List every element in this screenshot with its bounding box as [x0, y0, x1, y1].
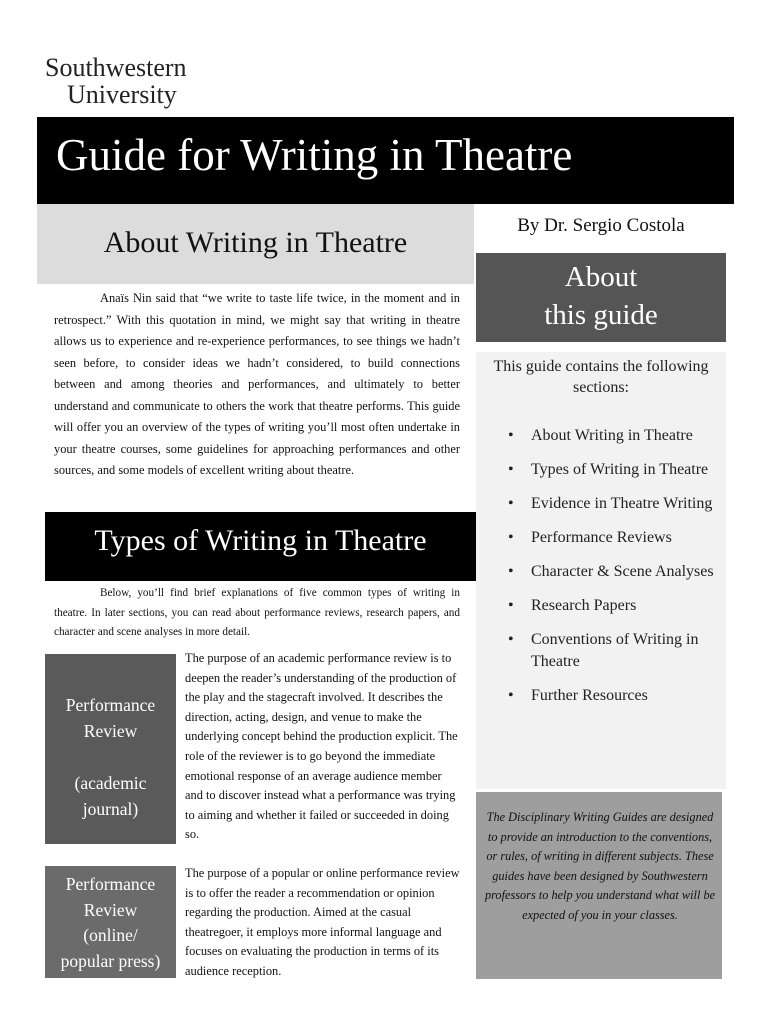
section-item: • Further Resources: [508, 685, 720, 707]
university-logo: [45, 54, 187, 108]
academic-review-label: [45, 692, 176, 822]
label-line: Review: [83, 899, 138, 920]
label-line: (academic: [74, 773, 147, 793]
about-guide-heading-line-2: this guide: [544, 299, 658, 331]
about-guide-heading: [476, 258, 726, 334]
about-writing-heading: About Writing in Theatre: [103, 226, 408, 259]
popular-review-description: The purpose of a popular or online performance review is to offer the reader a recommendation or opinion regarding the production. Aimed at the casual theatregoer, it employs more informal language and focuses on evaluating the production in terms of its audience reception.: [185, 866, 460, 978]
section-item: • Performance Reviews: [508, 527, 720, 549]
types-intro-paragraph: Below, you’ll find brief explanations of five common types of writing in theatre. In later sections, you can read about performance reviews, research papers, and character and scene analyses in more detail.: [54, 587, 460, 638]
section-item: • Types of Writing in Theatre: [508, 459, 720, 481]
section-item: • Evidence in Theatre Writing: [508, 493, 720, 515]
about-guide-heading-line-1: About: [564, 261, 638, 293]
section-item: • About Writing in Theatre: [508, 425, 720, 447]
section-item: • Character & Scene Analyses: [508, 561, 720, 583]
guide-title: Guide for Writing in Theatre: [56, 130, 573, 180]
academic-review-description: The purpose of an academic performance review is to deepen the reader’s understanding of the production of the play and the stagecraft involved. It describes the direction, acting, design, and venue to make the underlying concept behind the production explicit. The role of the reviewer is to go beyond the immediate emotional response of an average audience member and to discover instead what a performance was trying to aiming and whether it failed or succeeded in doing so.: [185, 651, 458, 842]
sections-intro: This guide contains the following sections:: [493, 358, 709, 396]
label-line: Performance: [65, 695, 156, 715]
author-byline: By Dr. Sergio Costola: [517, 215, 685, 236]
logo-line-1: Southwestern: [45, 53, 187, 82]
label-line: popular press): [60, 950, 161, 971]
about-writing-paragraph: Anaïs Nin said that “we write to taste life twice, in the moment and in retrospect.” With this quotation in mind, we might say that writing in theatre allows us to experience and re-experience performances, to see things we hadn’t seen before, to consider ideas we hadn’t considered, to build connections between and among theories and performances, and ultimately to better understand and communicate to others the work that theatre performs. This guide will offer you an overview of the types of writing you’ll most often undertake in your theatre courses, some guidelines for approaching performances and other sources, and some models of excellent writing about theatre.: [54, 291, 460, 477]
section-item: • Conventions of Writing in Theatre: [508, 629, 720, 673]
sections-list: [508, 425, 720, 719]
disclaimer-text: The Disciplinary Writing Guides are designed to provide an introduction to the conventions, or rules, of writing in different subjects. These guides have been designed by Southwestern professors to help you understand what will be expected of you in your classes.: [484, 810, 716, 922]
label-line: (online/: [83, 925, 138, 945]
label-line: journal): [82, 799, 139, 819]
label-line: Review: [83, 721, 138, 741]
logo-line-2: University: [67, 80, 177, 109]
section-item: • Research Papers: [508, 595, 720, 617]
types-heading: Types of Writing in Theatre: [94, 524, 427, 557]
popular-review-label: [45, 872, 176, 974]
label-line: Performance: [65, 874, 156, 894]
